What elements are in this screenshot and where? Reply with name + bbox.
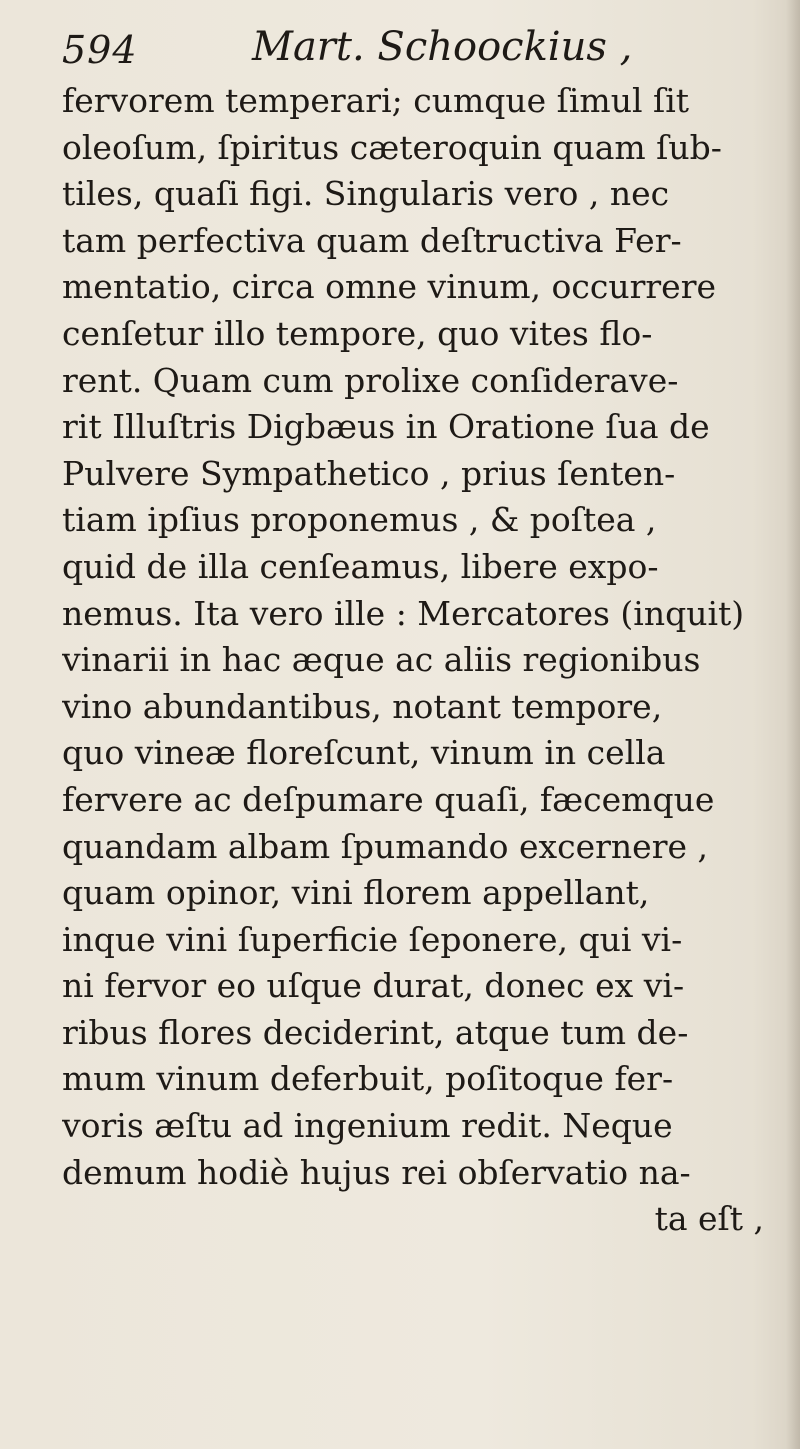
text-line: quam opinor, vini florem appellant,	[62, 873, 650, 913]
text-line: mum vinum deferbuit, poſitoque fer-	[62, 1059, 674, 1099]
text-line: oleoſum, ſpiritus cæteroquin quam ſub-	[62, 127, 722, 167]
text-line: voris æſtu ad ingenium redit. Neque	[62, 1106, 673, 1146]
catchword-line: ta eſt ,	[654, 1199, 764, 1239]
text-line: demum hodiè hujus rei obſervatio na-	[62, 1152, 691, 1192]
text-line: tiam ipſius proponemus , & poſtea ,	[62, 500, 657, 540]
text-line: inque vini ſuperficie ſeponere, qui vi-	[62, 919, 683, 959]
text-line: vinarii in hac æque ac aliis regionibus	[62, 640, 701, 680]
text-line: vino abundantibus, notant tempore,	[62, 686, 663, 726]
page-edge-shadow	[786, 0, 800, 1449]
text-line: quandam albam ſpumando excernere ,	[62, 826, 708, 866]
text-line: rent. Quam cum prolixe conſiderave-	[62, 360, 679, 400]
text-line: ribus flores deciderint, atque tum de-	[62, 1012, 689, 1052]
body-text	[62, 78, 774, 1243]
text-line: fervorem temperari; cumque ſimul ſit	[62, 81, 690, 120]
running-title: Mart. Schoockius ,	[252, 24, 633, 70]
text-line: ni fervor eo uſque durat, donec ex vi-	[62, 966, 685, 1006]
text-line: mentatio, circa omne vinum, occurrere	[62, 267, 717, 307]
text-line: quid de illa cenſeamus, libere expo-	[62, 546, 659, 586]
text-line: cenſetur illo tempore, quo vites flo-	[62, 313, 653, 353]
text-line: rit Illuſtris Digbæus in Oratione ſua de	[62, 407, 710, 447]
text-line: fervere ac deſpumare quaſi, fæcemque	[62, 779, 715, 819]
text-line: quo vineæ floreſcunt, vinum in cella	[62, 733, 666, 773]
running-head	[62, 18, 760, 74]
text-line: tiles, quaſi figi. Singularis vero , nec	[62, 174, 670, 214]
text-line: Pulvere Sympathetico , prius ſenten-	[62, 453, 676, 493]
text-line: nemus. Ita vero ille : Mercatores (inquit)	[62, 593, 745, 633]
text-line: tam perfectiva quam deſtructiva Fer-	[62, 220, 682, 260]
page-number: 594	[62, 28, 138, 72]
